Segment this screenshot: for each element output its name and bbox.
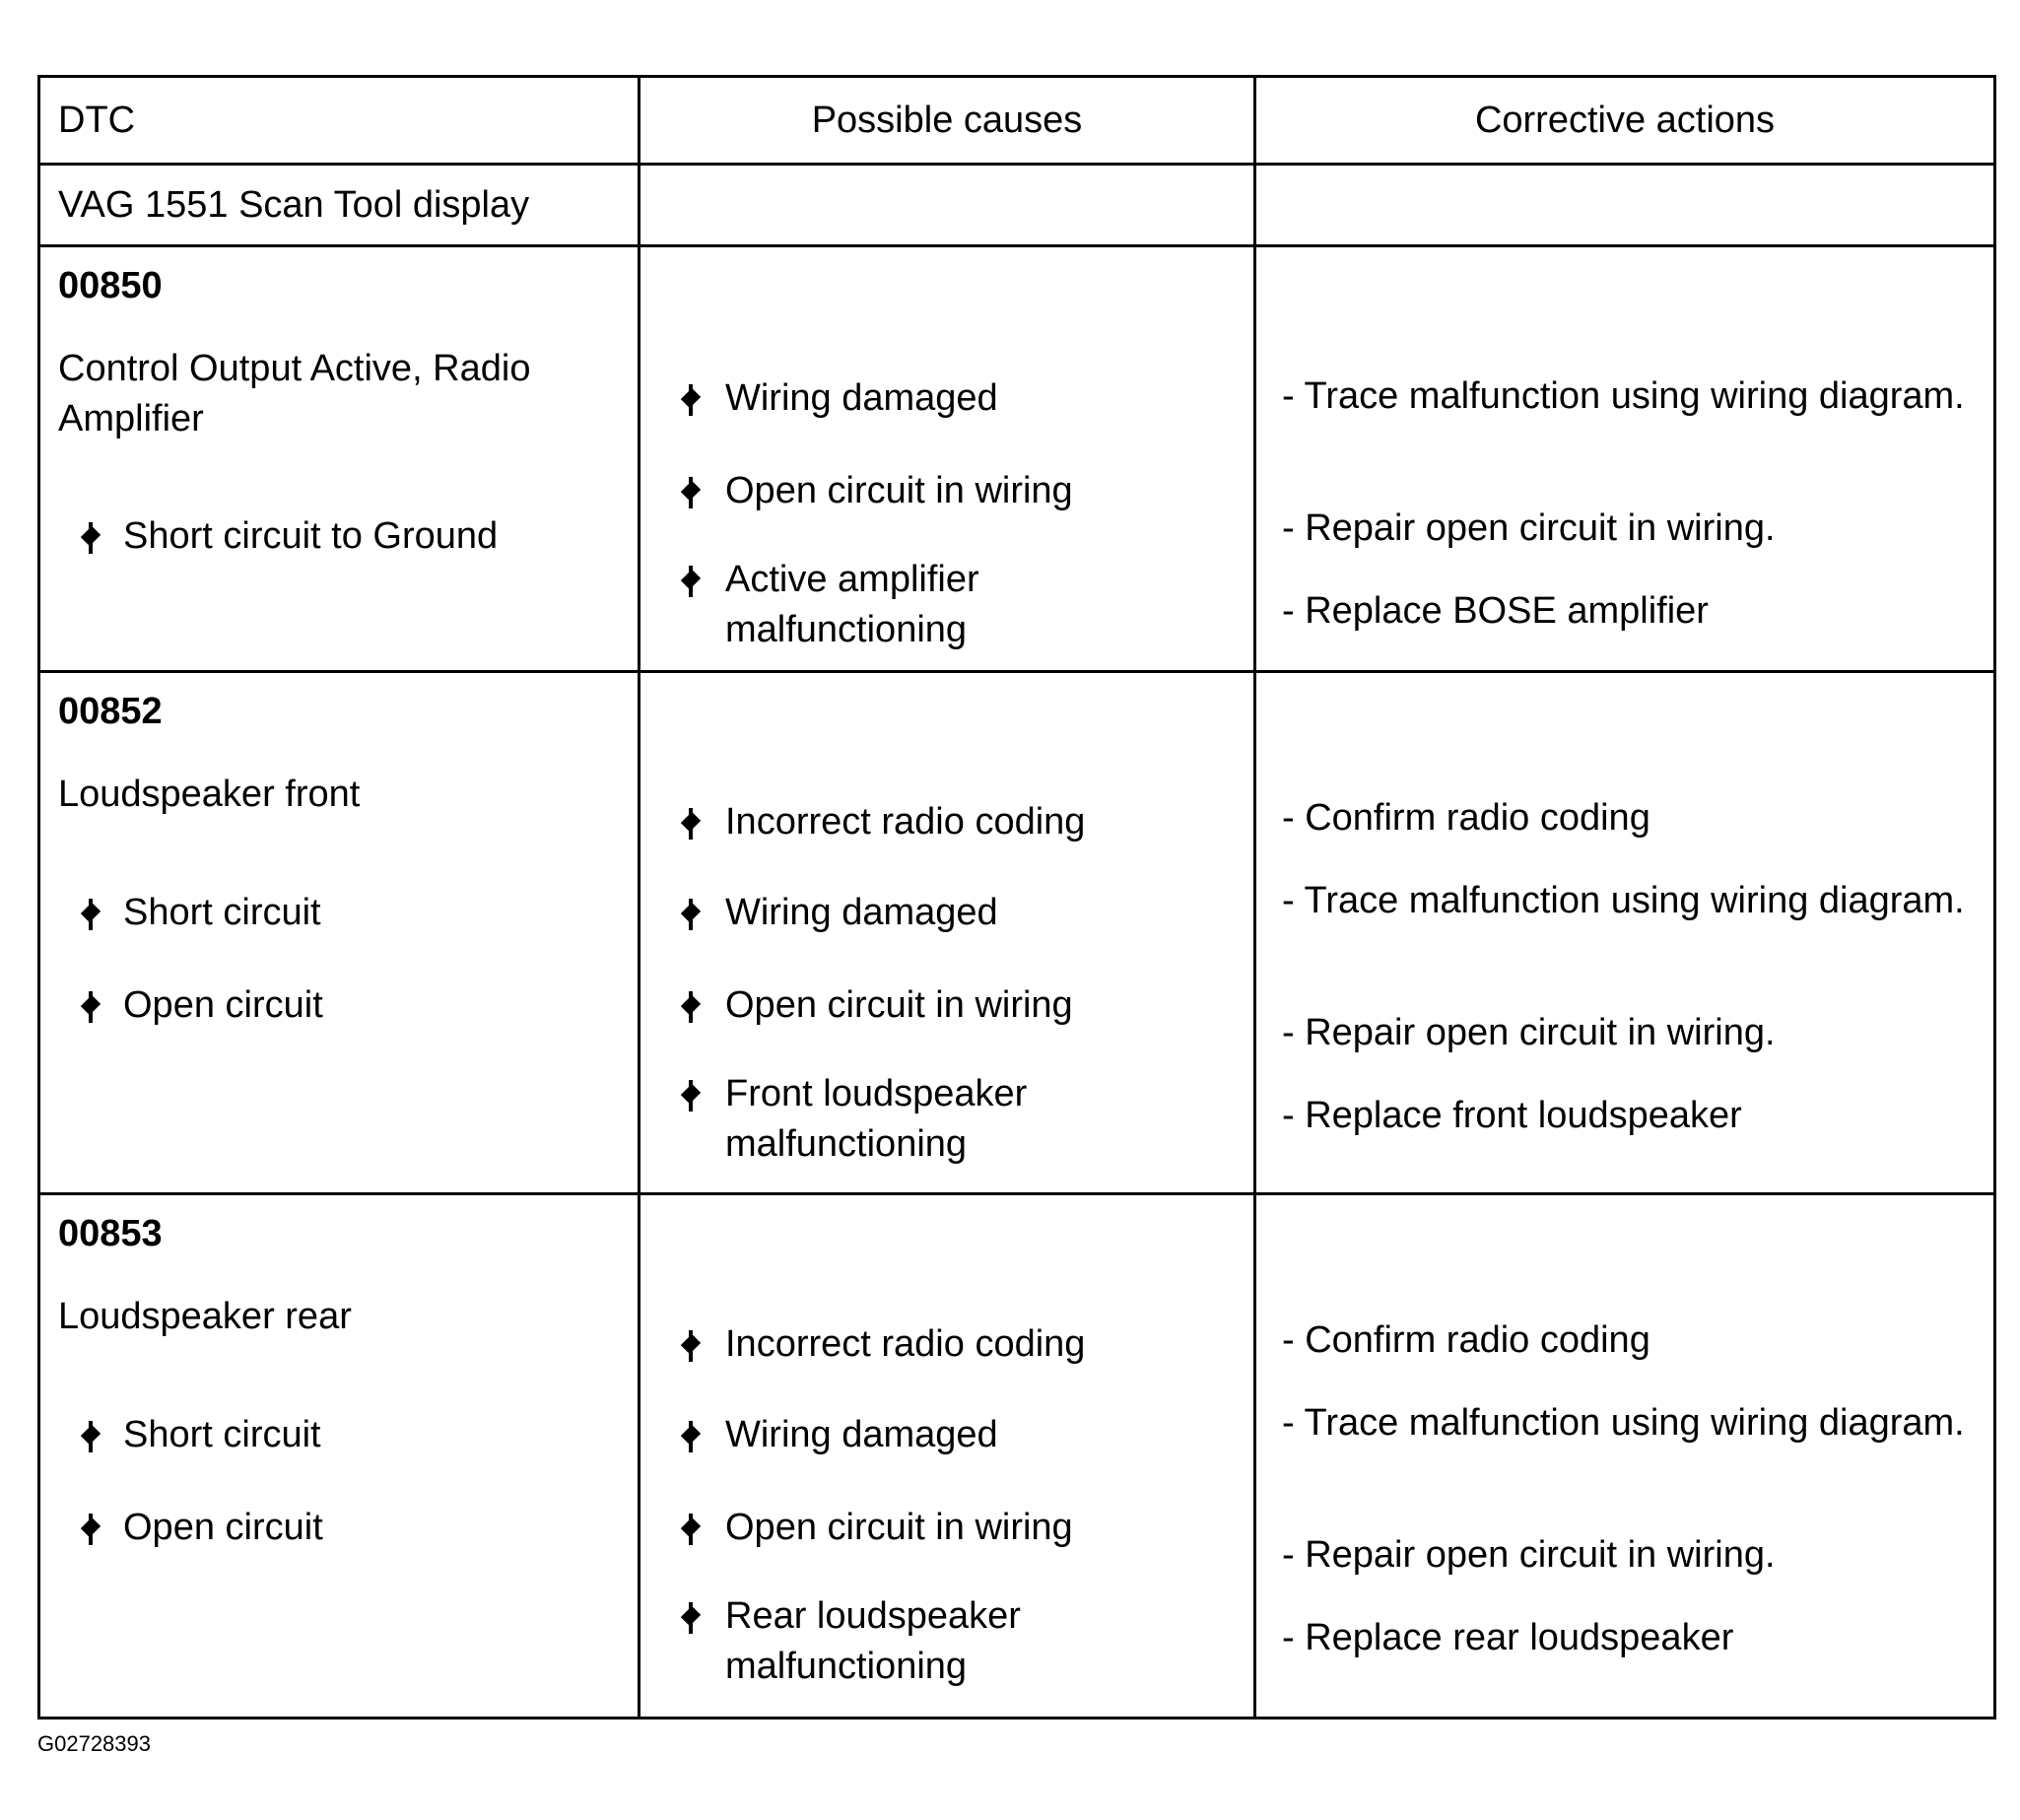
- cause-item: Wiring damaged: [678, 888, 1230, 938]
- causes-cell: [640, 246, 1255, 672]
- subheader-row: [39, 165, 1995, 246]
- cause-item: Wiring damaged: [678, 373, 1230, 424]
- condition-item: Open circuit: [78, 1503, 323, 1553]
- scan-tool-display-header: VAG 1551 Scan Tool display: [39, 165, 640, 246]
- cause-item: Rear loudspeaker malfunctioning: [678, 1591, 1230, 1692]
- empty-header-cell: [1255, 165, 1995, 246]
- cause-item: Open circuit in wiring: [678, 980, 1230, 1031]
- dtc-code: 00852: [58, 691, 163, 732]
- dtc-cell: [39, 672, 640, 1194]
- diamond-bullet-icon: [78, 1516, 103, 1541]
- action-item: - Confirm radio coding: [1282, 1319, 1650, 1361]
- action-item: - Trace malfunction using wiring diagram.: [1282, 1402, 1965, 1444]
- diamond-bullet-icon: [678, 1082, 704, 1108]
- cause-item: Incorrect radio coding: [678, 797, 1230, 847]
- diamond-bullet-icon: [78, 901, 103, 926]
- actions-cell: [1255, 246, 1995, 672]
- action-item: - Repair open circuit in wiring.: [1282, 1012, 1776, 1053]
- cause-item: Open circuit in wiring: [678, 466, 1230, 516]
- condition-item: Open circuit: [78, 980, 323, 1031]
- dtc-header: DTC: [39, 77, 640, 165]
- condition-item: Short circuit: [78, 888, 321, 938]
- figure-id: G02728393: [37, 1731, 151, 1756]
- diamond-bullet-icon: [678, 1423, 704, 1449]
- empty-header-cell: [640, 165, 1255, 246]
- cause-item: Incorrect radio coding: [678, 1319, 1230, 1370]
- table-row: [39, 1194, 1995, 1719]
- table-row: [39, 246, 1995, 672]
- cause-item: Wiring damaged: [678, 1410, 1230, 1460]
- action-item: - Replace rear loudspeaker: [1282, 1617, 1734, 1658]
- possible-causes-header: Possible causes: [640, 77, 1255, 165]
- dtc-code: 00853: [58, 1213, 163, 1254]
- action-item: - Repair open circuit in wiring.: [1282, 1534, 1776, 1576]
- dtc-code: 00850: [58, 265, 163, 306]
- header-row: [39, 77, 1995, 165]
- action-item: - Replace BOSE amplifier: [1282, 590, 1709, 632]
- dtc-table: [37, 75, 1996, 1719]
- cause-item: Front loudspeaker malfunctioning: [678, 1069, 1230, 1170]
- cause-item: Open circuit in wiring: [678, 1503, 1230, 1553]
- diamond-bullet-icon: [678, 1604, 704, 1630]
- diamond-bullet-icon: [678, 568, 704, 593]
- condition-item: Short circuit to Ground: [78, 511, 498, 562]
- action-item: - Trace malfunction using wiring diagram.: [1282, 880, 1965, 921]
- dtc-description: Control Output Active, Radio Amplifier: [58, 348, 531, 439]
- condition-item: Short circuit: [78, 1410, 321, 1460]
- diamond-bullet-icon: [78, 524, 103, 550]
- action-item: - Trace malfunction using wiring diagram.: [1282, 375, 1965, 417]
- dtc-cell: [39, 246, 640, 672]
- diamond-bullet-icon: [78, 1423, 103, 1449]
- diamond-bullet-icon: [678, 993, 704, 1019]
- action-item: - Confirm radio coding: [1282, 797, 1650, 839]
- actions-cell: [1255, 672, 1995, 1194]
- causes-cell: [640, 672, 1255, 1194]
- action-item: - Repair open circuit in wiring.: [1282, 507, 1776, 549]
- dtc-description: Loudspeaker front: [58, 774, 361, 815]
- dtc-cell: [39, 1194, 640, 1719]
- actions-cell: [1255, 1194, 1995, 1719]
- causes-cell: [640, 1194, 1255, 1719]
- cause-item: Active amplifier malfunctioning: [678, 555, 1230, 655]
- diamond-bullet-icon: [78, 993, 103, 1019]
- table-row: [39, 672, 1995, 1194]
- diamond-bullet-icon: [678, 1332, 704, 1358]
- diamond-bullet-icon: [678, 479, 704, 505]
- action-item: - Replace front loudspeaker: [1282, 1095, 1742, 1136]
- diamond-bullet-icon: [678, 1516, 704, 1541]
- corrective-actions-header: Corrective actions: [1255, 77, 1995, 165]
- dtc-description: Loudspeaker rear: [58, 1296, 352, 1337]
- diamond-bullet-icon: [678, 810, 704, 836]
- diamond-bullet-icon: [678, 386, 704, 412]
- diamond-bullet-icon: [678, 901, 704, 926]
